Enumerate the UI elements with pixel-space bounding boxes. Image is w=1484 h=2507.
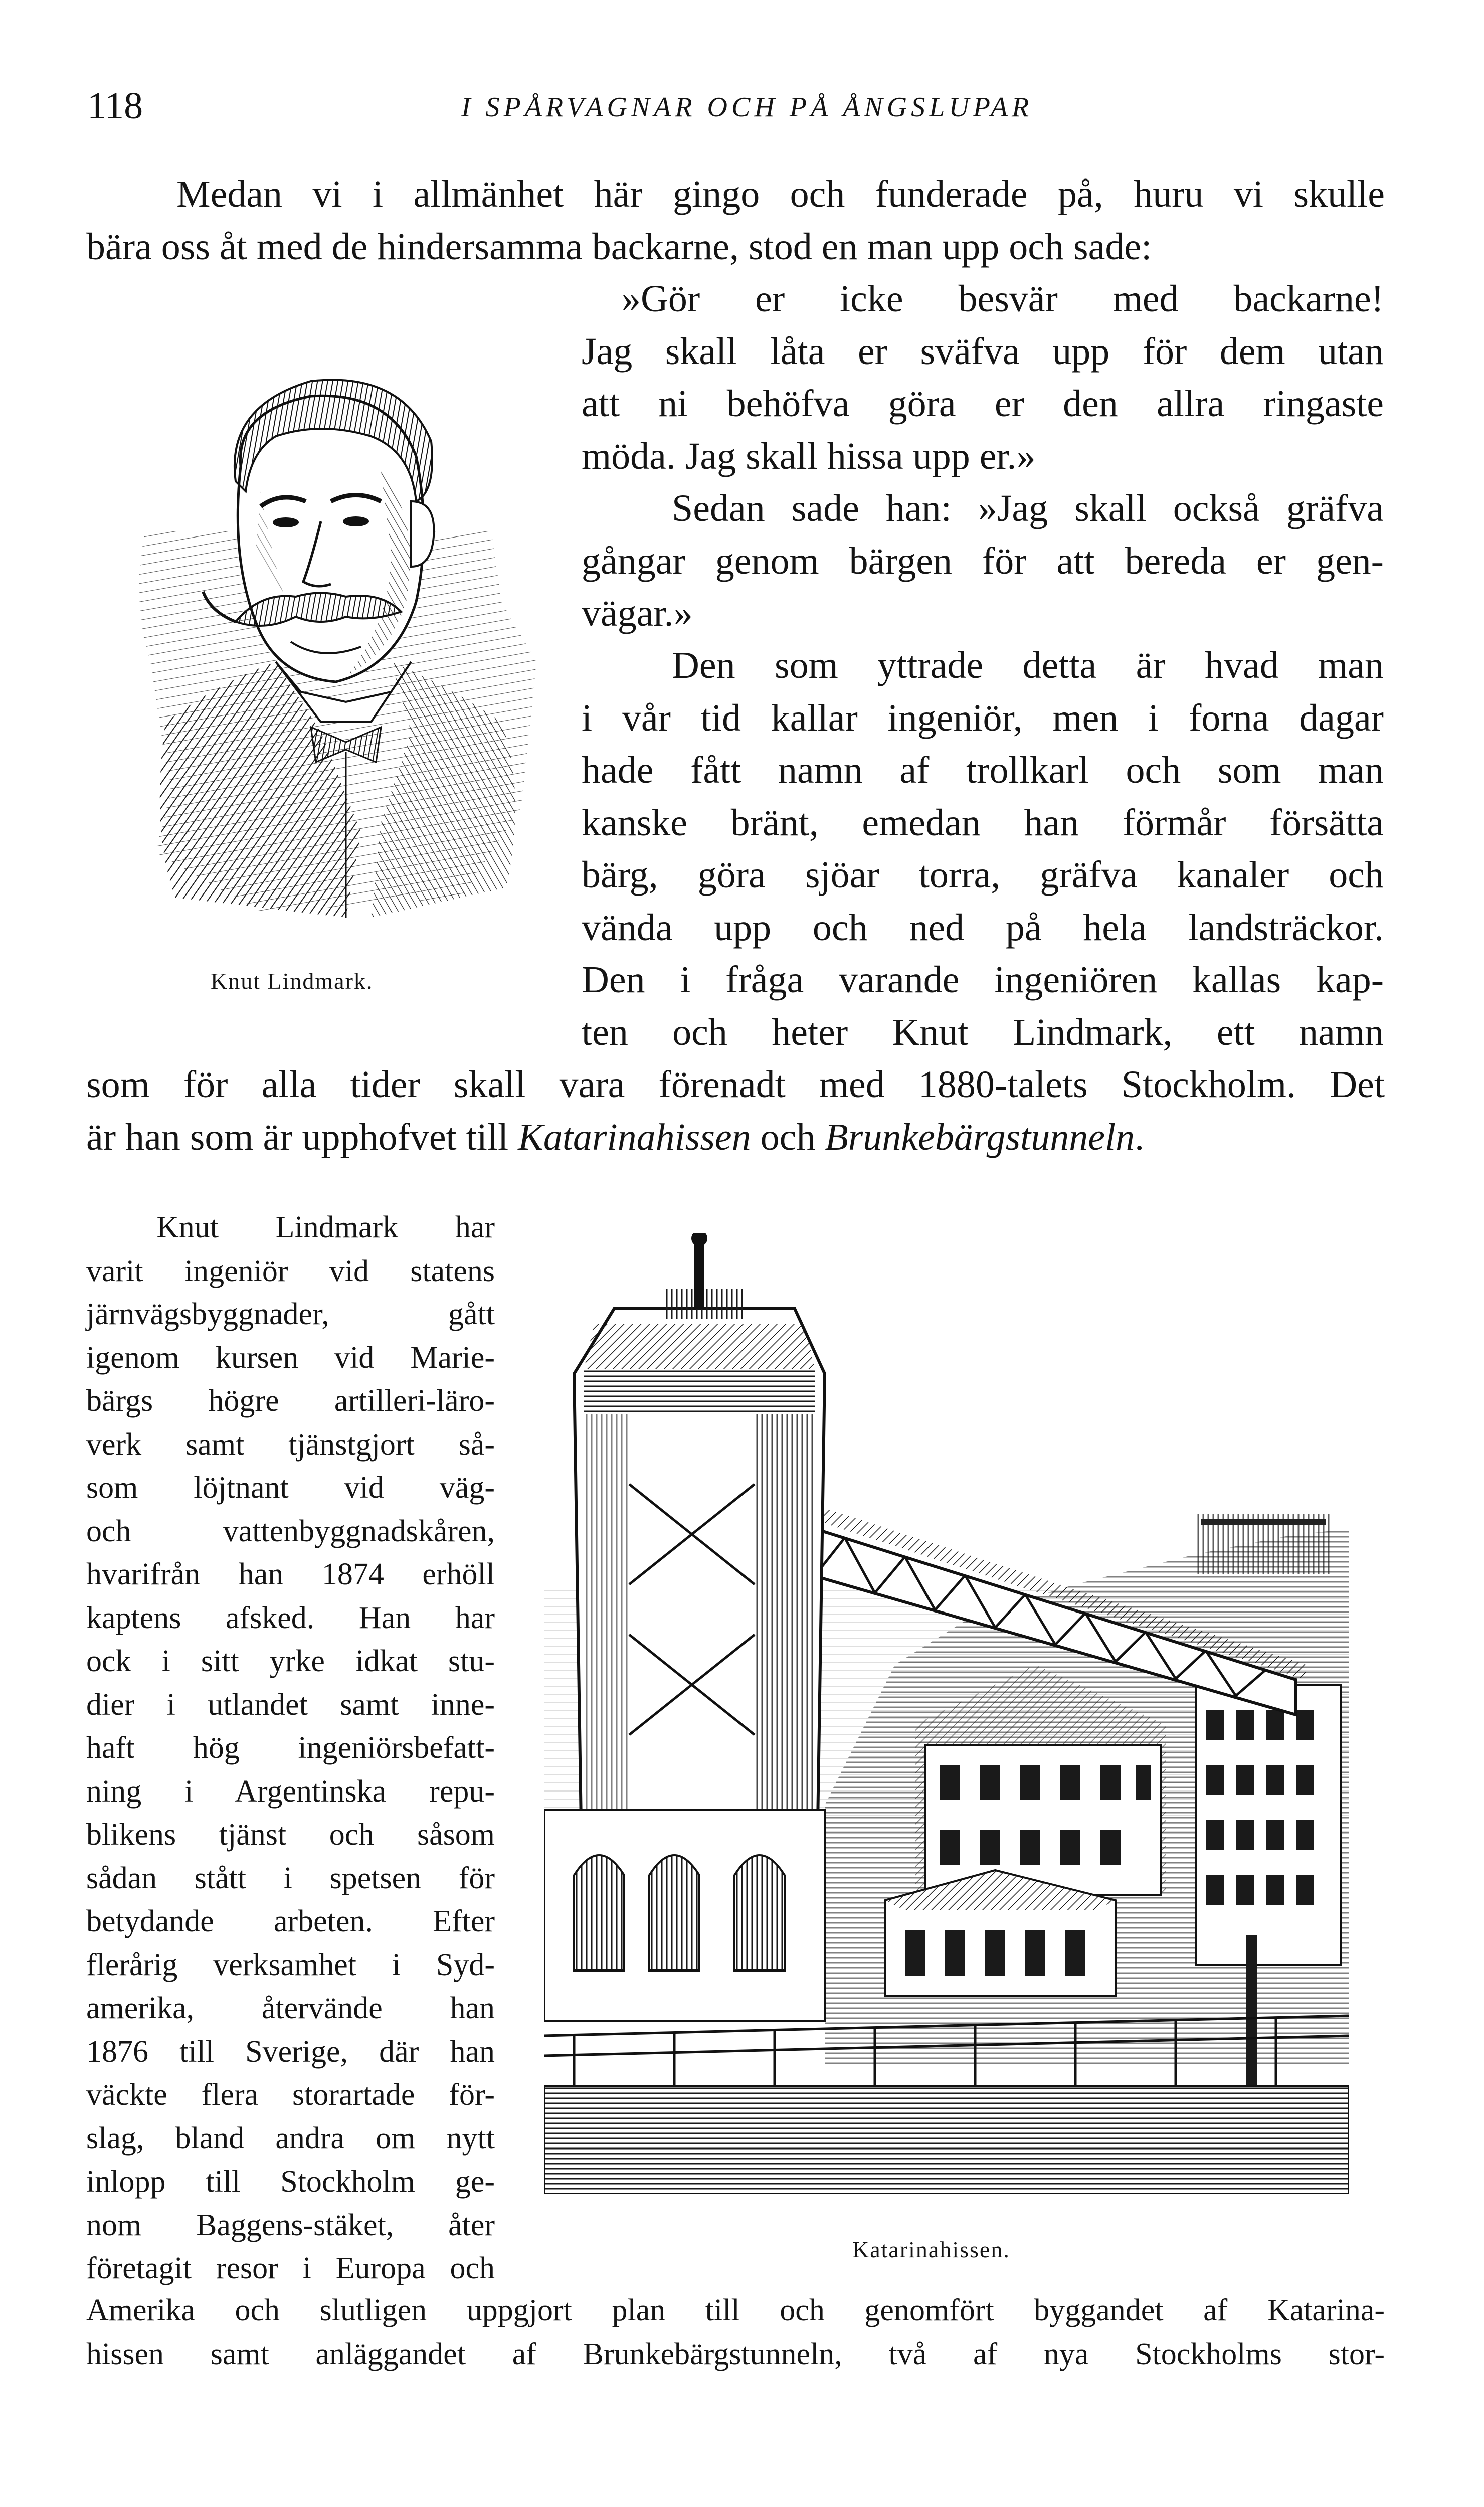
portrait-caption: Knut Lindmark. — [211, 968, 374, 994]
katarinahissen-term: Katarinahissen — [518, 1116, 751, 1158]
paragraph-engineer-continued: som för alla tider skall vara förenadt med 1880-talets Stockholm. Det är han som är upphofvet till Katarinahissen och Brunkebärgstunneln. — [86, 1063, 1385, 1158]
closing-paragraph: Amerika och slutligen uppgjort plan till och genomfört byggandet af Katarina- hissen samt anläggandet af Brunkebärgstunneln, två af nya Stockholms stor- — [86, 2293, 1385, 2371]
paragraph-intro: Medan vi i allmänhet här gingo och funderade på, huru vi skulle bära oss åt med de hindersamma backarne, stod en man upp och sade: — [86, 173, 1385, 268]
paragraph-engineer: Den som yttrade detta är hvad man i vår tid kallar ingeniör, men i forna dagar hade fått namn af trollkarl och som man kanske bränt, emedan han förmår försätta bärg, göra sjöar torra, gräfva kanaler och vända upp och ned på hela landsträckor. Den i fråga varande ingeniören kallas kap- ten och heter Knut Lindmark, ett namn — [582, 644, 1384, 1053]
portrait-illustration — [110, 341, 546, 928]
katarinahissen-illustration — [544, 1233, 1349, 2194]
elevator-caption: Katarinahissen. — [852, 2237, 1010, 2262]
paragraph-quote-1: »Gör er icke besvär med backarne! Jag skall låta er sväfva upp för dem utan att ni behöfva göra er den allra ringaste möda. Jag skall hissa upp er.» — [582, 278, 1384, 477]
biography-paragraph: Knut Lindmark har varit ingeniör vid statens järnvägsbyggnader, gått igenom kursen vid Marie- bärgs högre artilleri-läro- verk samt tjänstgjort så- som löjtnant vid väg- och vattenbyggnadskåren, hvarifrån han 1874 erhöll kaptens afsked. Han har ock i sitt yrke idkat stu- dier i utlandet samt inne- haft hög ingeniörsbefatt- ning i Argentinska repu- blikens tjänst och såsom sådan stått i spetsen för betydande arbeten. Efter flerårig verksamhet i Syd- amerika, återvände han 1876 till Sverige, där han väckte flera storartade för- slag, bland andra om nytt inlopp till Stockholm ge- nom Baggens-stäket, åter företagit resor i Europa och — [86, 1210, 495, 2285]
paragraph-quote-2: Sedan sade han: »Jag skall också gräfva gångar genom bärgen för att bereda er gen- vägar.» — [582, 487, 1384, 634]
page-number: 118 — [87, 85, 143, 127]
brunkebargstunneln-term: Brunkebärgstunneln — [825, 1116, 1135, 1158]
running-title: I SPÅRVAGNAR OCH PÅ ÅNGSLUPAR — [461, 92, 1033, 123]
page-header — [80, 84, 1414, 139]
